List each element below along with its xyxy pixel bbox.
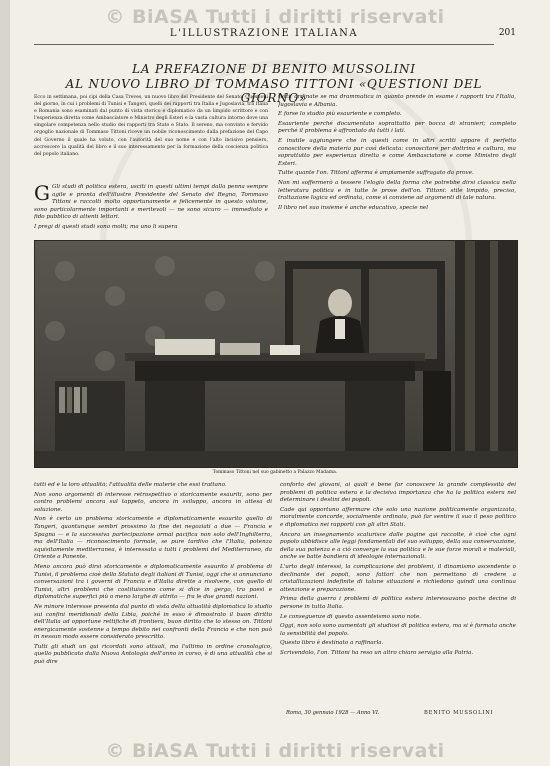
photo-tittoni-at-desk <box>34 240 518 468</box>
scan-edge <box>0 0 10 766</box>
signature-date: Roma, 30 gennaio 1928 — Anno VI. <box>286 710 380 716</box>
photo-caption: Tommaso Tittoni nel suo gabinetto a Palazzo Madama. <box>212 470 338 475</box>
signature-name: BENITO MUSSOLINI <box>424 710 494 716</box>
page-number: 201 <box>498 28 516 38</box>
column-left-bottom: tutti ed è la loro attualità; l'attualità delle materie che essi trattano. Non sono argomenti di interesse retrospettivo o storicamente esauriti, sono per contro problemi ancora sul tappeto, ancora in sviluppo, ancora in attesa di soluzione. Non è certo un problema storicamente e diplomaticamente esaurito quello di Tangeri, quantunque sembri prossimo la fine dei negoziati a due — Francia e Spagna — e la successiva partecipazione ormai pacifica non solo dell'Inghilterra, ma dell'Italia — riconoscimento formale, se pure tardivo che l'Italia, potenza squisitamente mediterranea, è interessata a tutti i problemi del Mediterraneo, da Oriente a Ponente. Meno ancora può dirsi storicamente e diplomaticamente esaurito il problema di Tunisi, il problema cioè dello Statuto degli italiani di Tunisi, oggi che si annunciano conversazioni tra i governi di Francia e d'Italia dirette a risolvere, con quello di Tunisi, altri problemi che costituiscono come si dice in gergo, tra paesi e diplomatiche superfici più o meno larghe di attrito — fra le due grandi nazioni. Ne minore interesse presenta dal punto di vista della attualità diplomatica lo studio sui confini meridionali della Libia, poiché in esso è dimostrato il buon diritto dell'Italia ad opportune rettifiche di frontiera, buon diritto che lo stesso on. Tittoni energicamente sostenne a tempo debito nei confronti della Francia e che non può in nessun modo essere considerato prescritto. Tutti gli studi un qui ricordati sono attuali, ma l'ultimo in ordine cronologico, quello pubblicato dalla Nuova Antologia dell'anno in corso, è di una attualità che si può dire <box>34 482 272 666</box>
drop-cap: G <box>34 184 50 205</box>
watermark-top: © BiASA Tutti i diritti riservati <box>105 6 445 28</box>
column-right-bottom: conforto dei giovani, ai quali è bene far conoscere la grande complessità dei problemi di politica estera e la decisiva importanza che ha la politica estera nel determinare i destini dei popoli. Cade qui opportuno affermare che solo una nazione politicamente organizzata, moralmente concorde, socialmente ordinata, può far sentire il suo il peso politico e diplomatico nei rapporti con gli altri Stati. Ancora un insegnamento scaturisce dalle pagine qui raccolte, è cioè che ogni popolo ubbidisce alle leggi fondamentali del suo sviluppo, della sua conservazione, della sua potenza e a ciò converge la sua politica e le sue forze morali e materiali, anche se batte bandiera di ideologie internazionali. L'urto degli interessi, la complicazione dei problemi, il dinamismo ascendente o declinante dei popoli, sono fattori che non permettono di credere a cristallizzazioni indefinite di talune situazioni e richiedono quindi una continua attenzione e preparazione. Prima della guerra i problemi di politica estera interessavano poche decine di persone in tutta Italia. Le conseguenze di questo assenteismo sono note. Oggi, non solo sono aumentati gli studiosi di politica estera, ma si è formata anche la sensibilità del popolo. Questo libro è destinato a raffinarla. Scrivendolo, l'on. Tittoni ha reso un altro chiaro servigio alla Patria. <box>280 482 516 656</box>
headline-line-1: LA PREFAZIONE DI BENITO MUSSOLINI <box>132 62 416 76</box>
magazine-title: L'ILLUSTRAZIONE ITALIANA <box>169 28 359 39</box>
intro-paragraph: Ecco in settimana, poi cipi della Casa Treves, un nuovo libro del Presidente del Senato: Questioni del giorno, in cui i problemi di Tunisi e Tangeri, quelli dei rapporti tra Italia e Jugoslavia, tra Italia e Romania sono esaminati dal punto di vista storico e diplomatico da un limpido scrittore e con l'esperienza diretta come Ambasciatore e Ministro degli Esteri e la vasta cultura intorno dove una singolare competenza nello studio dei rapporti tra Stato e Stato. Il sereno, ma convinto e fervido orgoglio nazionale di Tommaso Tittoni riceve un nobile riconoscimento dalla prefazione del Capo del Governo il quale ha voluto, con l'autorità del suo nome e con l'alto incisivo pensiero, accrescere la qualità del libro e il suo interessamento per la formazione della coscienza politica del popolo italiano. <box>34 95 268 157</box>
column-right-top: tutti: ordinate se ma drammatica in quanto prende in esame i rapporti tra l'Italia, Jugoslavia e Albania. E forse lo studio più esauriente e completo. Esauriente perché documentato soprattutto per bocca di stranieri; completo perché il problema è affrontato da tutti i lati. E inutile aggiungere che in questi come in altri scritti appare il perfetto conoscitore della materia pur così delicata: conoscitore per dottrina e cultura, ma soprattutto per esperienza diretta e come Ambasciatore e come Ministro degli Esteri. Tutte quante l'on. Tittoni afferma è ampiamente suffragato da prove. Non mi soffermerò a tessere l'elogio della forma che potrebbe dirsi classica nella letteratura politica e in tutte le prose dell'on. Tittoni: stile limpido, preciso, trattazione logica ed ordinata, come si conviene ad argomenti di tale natura. Il libro nel suo insieme è anche educativo, specie nel <box>278 94 516 211</box>
page-header <box>34 28 516 45</box>
photo-illustration <box>35 241 517 467</box>
column-left-top: G Gli studi di politica estera, usciti in questi ultimi tempi dalla penna sempre agile e pronta dell'illustre Presidente del Senato del Regno, Tommaso Tittoni e raccolti molto opportunamente e felicemente in questo volume, sono particolarmente importanti e meritevoli — ne sono sicuro — immediato e fido pubblico di attenti lettori. I pregi di questi studi sono molti; ma uno li supera <box>34 184 268 230</box>
headline-line-2: AL NUOVO LIBRO DI TOMMASO TITTONI «QUESTIONI DEL GIORNO» <box>65 77 483 105</box>
watermark-bottom: © BiASA Tutti i diritti riservati <box>105 740 445 762</box>
